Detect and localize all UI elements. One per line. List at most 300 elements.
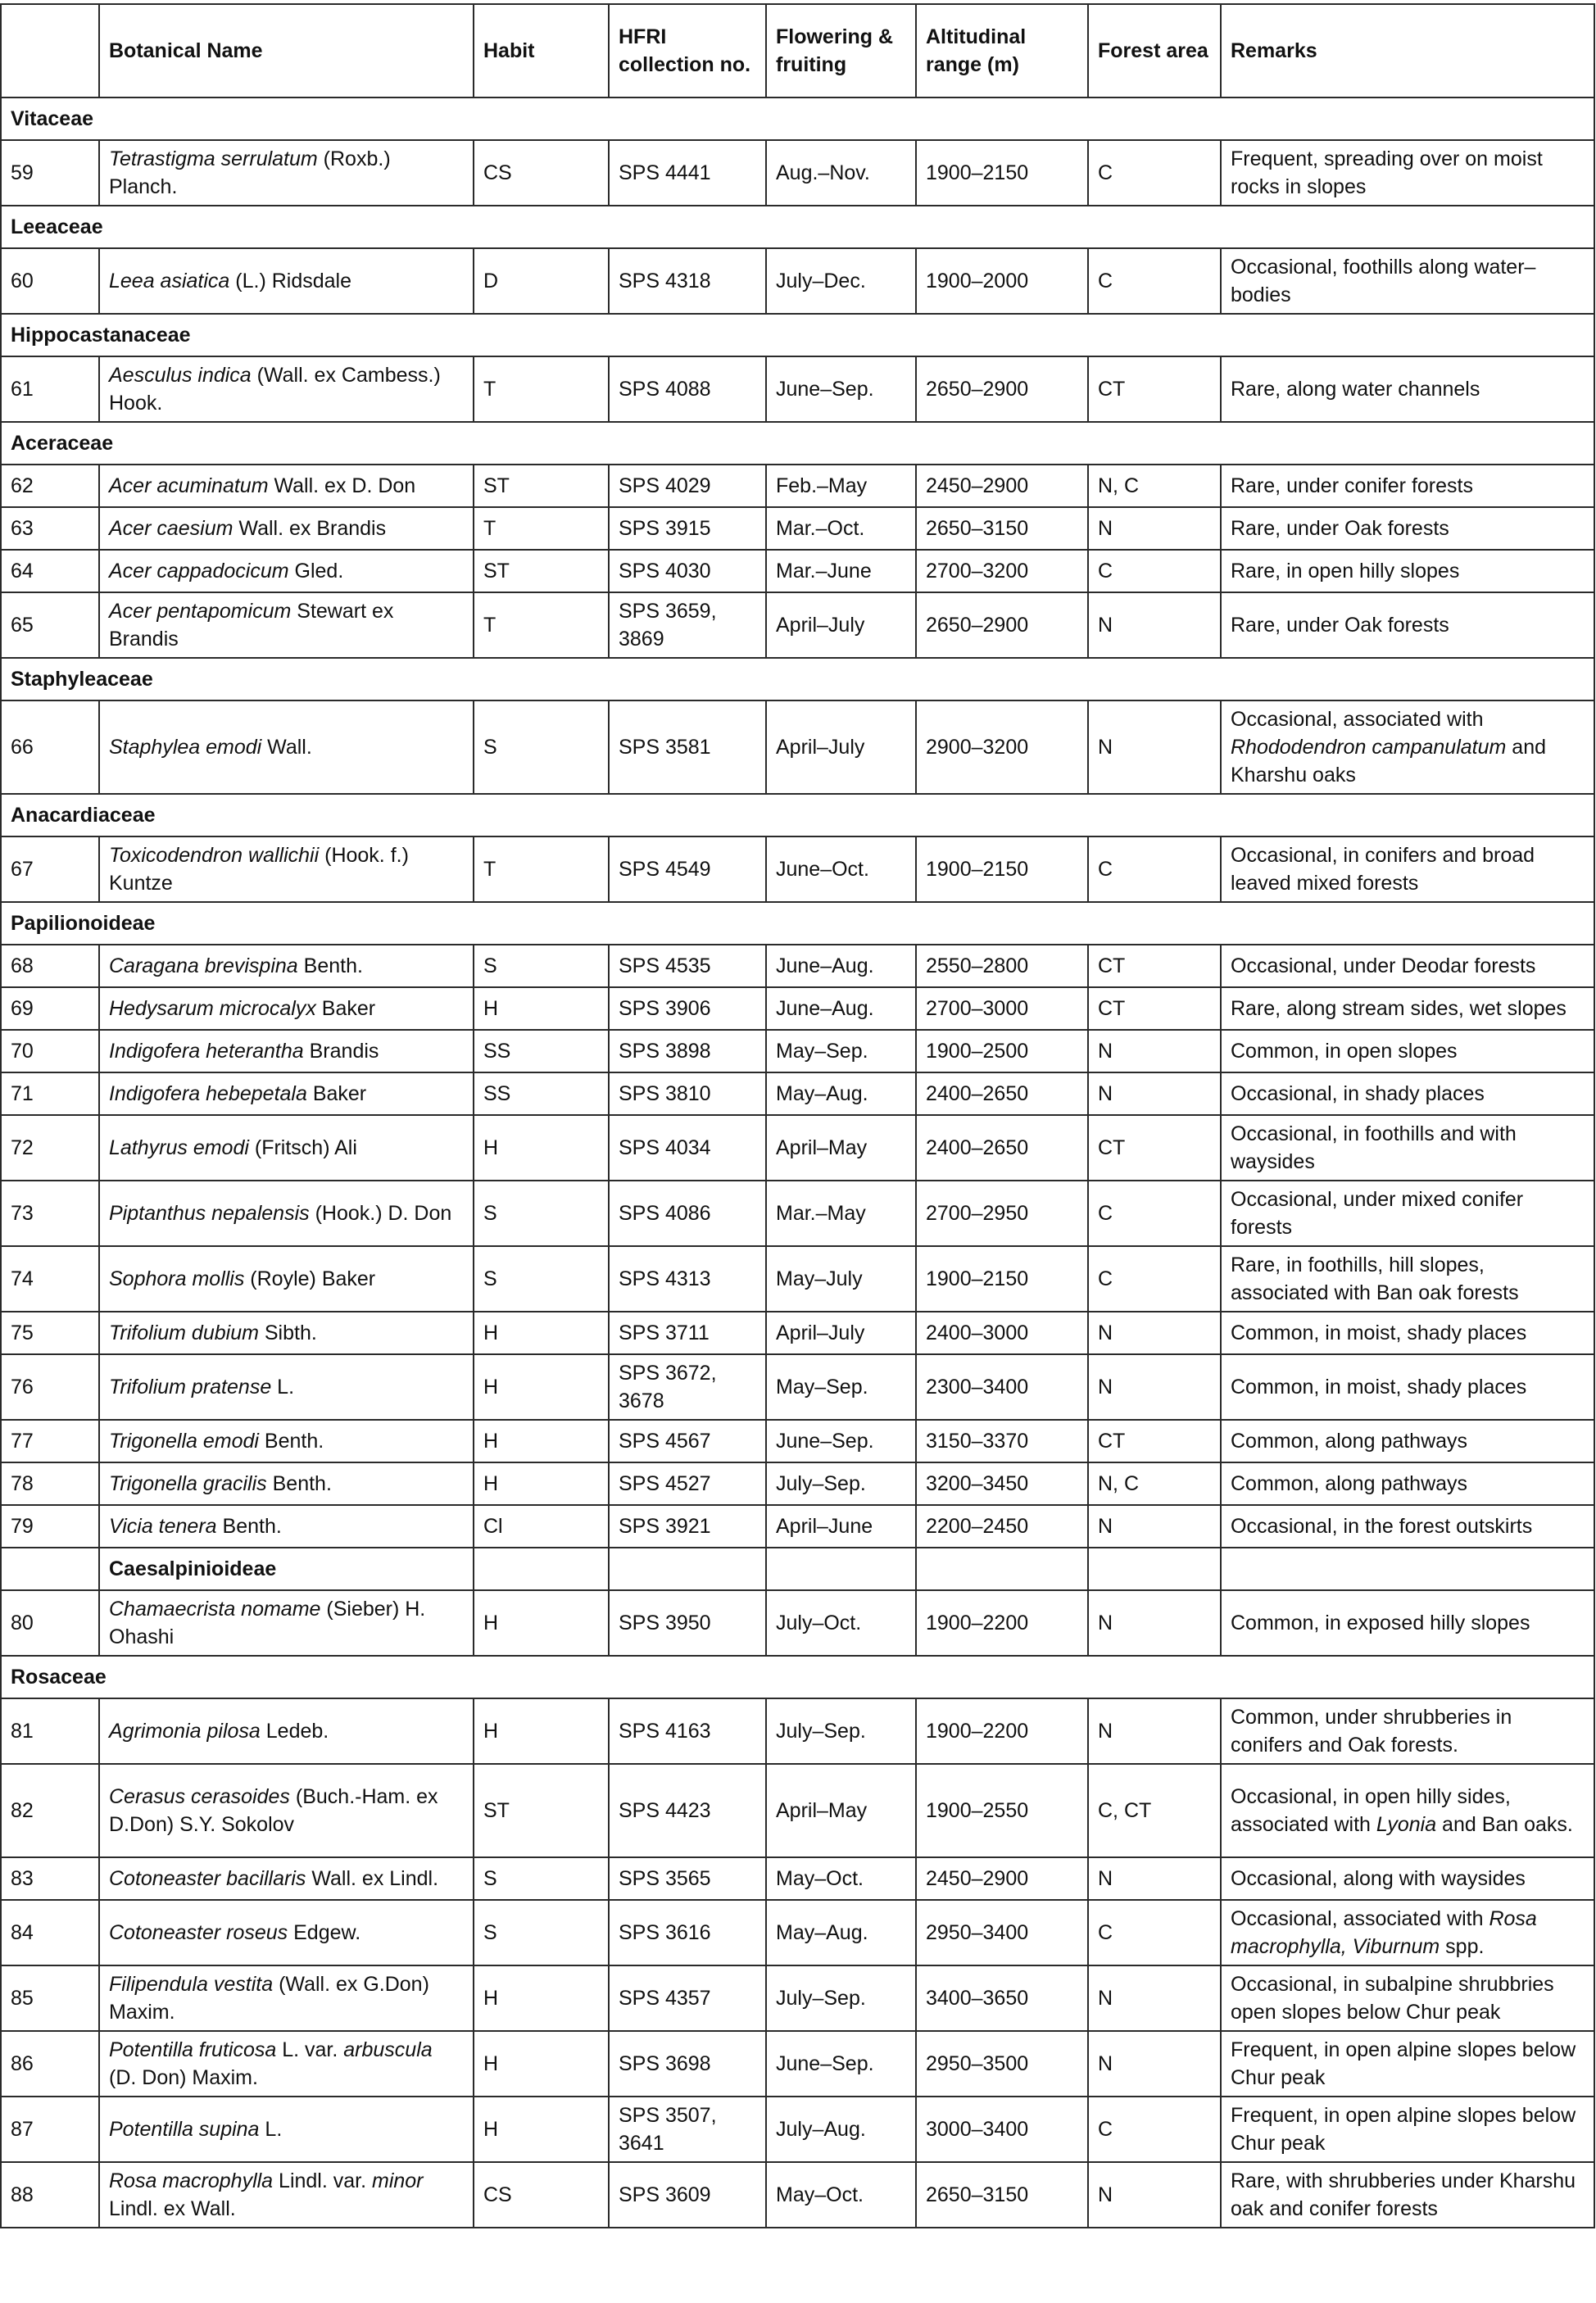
species-row — [1, 1420, 1594, 1462]
cell-botanical-name — [99, 356, 474, 422]
cell-remarks — [1221, 2162, 1594, 2228]
cell-hfri-collection: SPS 3906 — [609, 987, 766, 1030]
cell-altitudinal-range: 2650–2900 — [916, 592, 1088, 658]
species-row — [1, 248, 1594, 314]
plain-text: Rare, under Oak forests — [1231, 614, 1449, 637]
family-row — [1, 314, 1594, 356]
table-body — [1, 97, 1594, 2228]
cell-hfri-collection: SPS 4549 — [609, 836, 766, 902]
cell-habit: H — [474, 1590, 609, 1656]
cell-hfri-collection: SPS 4357 — [609, 1965, 766, 2031]
plain-text: Baker — [315, 997, 376, 1020]
italic-text: Acer acuminatum — [109, 474, 269, 497]
cell-habit: T — [474, 592, 609, 658]
plain-text: Ledeb. — [260, 1720, 329, 1743]
cell-remarks — [1221, 2031, 1594, 2097]
cell-habit: H — [474, 1354, 609, 1420]
family-row — [1, 97, 1594, 140]
italic-text: Rosa macrophylla, Viburnum — [1231, 1907, 1537, 1958]
cell-hfri-collection: SPS 4527 — [609, 1462, 766, 1505]
cell-altitudinal-range: 1900–2000 — [916, 248, 1088, 314]
header-row — [1, 4, 1594, 97]
cell-flowering-fruiting: June–Aug. — [766, 945, 916, 987]
cell-habit: SS — [474, 1072, 609, 1115]
italic-text: arbuscula — [343, 2038, 433, 2061]
cell-botanical-name — [99, 836, 474, 902]
cell-hfri-collection: SPS 3711 — [609, 1312, 766, 1354]
family-row — [1, 1656, 1594, 1698]
italic-text: Vicia tenera — [109, 1515, 217, 1538]
cell-number: 80 — [1, 1590, 99, 1656]
plain-text: Benth. — [266, 1472, 332, 1495]
italic-text: Filipendula vestita — [109, 1973, 274, 1996]
cell-number: 74 — [1, 1246, 99, 1312]
cell-flowering-fruiting: June–Oct. — [766, 836, 916, 902]
species-row — [1, 987, 1594, 1030]
empty-cell — [1221, 1548, 1594, 1590]
cell-number: 70 — [1, 1030, 99, 1072]
cell-altitudinal-range: 2950–3500 — [916, 2031, 1088, 2097]
cell-remarks — [1221, 356, 1594, 422]
cell-habit: Cl — [474, 1505, 609, 1548]
cell-hfri-collection: SPS 3915 — [609, 507, 766, 550]
cell-hfri-collection: SPS 3950 — [609, 1590, 766, 1656]
cell-number: 84 — [1, 1900, 99, 1965]
cell-habit: S — [474, 945, 609, 987]
cell-hfri-collection: SPS 3898 — [609, 1030, 766, 1072]
plain-text: Occasional, along with waysides — [1231, 1867, 1526, 1890]
cell-forest-area: C — [1088, 1246, 1221, 1312]
italic-text: Agrimonia pilosa — [109, 1720, 261, 1743]
italic-text: Hedysarum microcalyx — [109, 997, 316, 1020]
cell-remarks — [1221, 1420, 1594, 1462]
cell-remarks — [1221, 1030, 1594, 1072]
cell-botanical-name — [99, 1181, 474, 1246]
cell-number: 75 — [1, 1312, 99, 1354]
cell-remarks — [1221, 1505, 1594, 1548]
species-row — [1, 1764, 1594, 1857]
cell-botanical-name — [99, 507, 474, 550]
cell-forest-area: N — [1088, 700, 1221, 794]
plain-text: Occasional, associated with — [1231, 1907, 1489, 1930]
plain-text: Rare, in open hilly slopes — [1231, 560, 1460, 583]
cell-hfri-collection: SPS 3659, 3869 — [609, 592, 766, 658]
cell-habit: H — [474, 2031, 609, 2097]
plain-text: L. var. — [276, 2038, 344, 2061]
cell-remarks — [1221, 1764, 1594, 1857]
species-row — [1, 945, 1594, 987]
family-row — [1, 902, 1594, 945]
family-name: Hippocastanaceae — [1, 314, 1594, 356]
family-row — [1, 206, 1594, 248]
cell-botanical-name — [99, 1115, 474, 1181]
cell-remarks — [1221, 700, 1594, 794]
cell-altitudinal-range: 3200–3450 — [916, 1462, 1088, 1505]
cell-forest-area: N — [1088, 1354, 1221, 1420]
cell-forest-area: N — [1088, 1590, 1221, 1656]
cell-altitudinal-range: 1900–2200 — [916, 1590, 1088, 1656]
species-row — [1, 140, 1594, 206]
cell-number: 88 — [1, 2162, 99, 2228]
cell-botanical-name — [99, 945, 474, 987]
plain-text: Occasional, associated with — [1231, 708, 1484, 731]
species-row — [1, 1965, 1594, 2031]
cell-forest-area: N — [1088, 1857, 1221, 1900]
cell-flowering-fruiting: July–Sep. — [766, 1698, 916, 1764]
cell-flowering-fruiting: April–June — [766, 1505, 916, 1548]
cell-forest-area: C — [1088, 140, 1221, 206]
italic-text: Trifolium dubium — [109, 1322, 259, 1344]
cell-remarks — [1221, 1246, 1594, 1312]
cell-remarks — [1221, 465, 1594, 507]
cell-altitudinal-range: 2700–3000 — [916, 987, 1088, 1030]
cell-altitudinal-range: 1900–2500 — [916, 1030, 1088, 1072]
cell-hfri-collection: SPS 3565 — [609, 1857, 766, 1900]
cell-number: 87 — [1, 2097, 99, 2162]
italic-text: minor — [372, 2169, 424, 2192]
cell-flowering-fruiting: July–Sep. — [766, 1965, 916, 2031]
italic-text: Indigofera hebepetala — [109, 1082, 307, 1105]
empty-cell — [766, 1548, 916, 1590]
plain-text: Occasional, in the forest outskirts — [1231, 1515, 1533, 1538]
cell-botanical-name — [99, 1698, 474, 1764]
plain-text: Rare, along water channels — [1231, 378, 1480, 401]
header-habit: Habit — [474, 4, 609, 97]
cell-forest-area: N — [1088, 1698, 1221, 1764]
italic-text: Staphylea emodi — [109, 736, 262, 759]
species-row — [1, 465, 1594, 507]
cell-number: 63 — [1, 507, 99, 550]
plain-text: Rare, in foothills, hill slopes, associated with Ban oak forests — [1231, 1254, 1519, 1304]
cell-hfri-collection: SPS 4567 — [609, 1420, 766, 1462]
subfamily-name: Caesalpinioideae — [99, 1548, 474, 1590]
species-row — [1, 1857, 1594, 1900]
plain-text: Occasional, under Deodar forests — [1231, 954, 1536, 977]
plain-text: Common, under shrubberies in conifers and Oak forests. — [1231, 1706, 1512, 1757]
plain-text: Occasional, in open hilly sides, associated with — [1231, 1785, 1511, 1836]
plain-text: and Kharshu oaks — [1231, 736, 1547, 787]
cell-habit: H — [474, 2097, 609, 2162]
cell-number: 68 — [1, 945, 99, 987]
cell-number: 71 — [1, 1072, 99, 1115]
empty-cell — [474, 1548, 609, 1590]
species-row — [1, 1115, 1594, 1181]
cell-botanical-name — [99, 1246, 474, 1312]
cell-flowering-fruiting: May–Sep. — [766, 1030, 916, 1072]
italic-text: Potentilla supina — [109, 2118, 260, 2141]
plain-text: Common, along pathways — [1231, 1472, 1468, 1495]
empty-cell — [1, 1548, 99, 1590]
cell-forest-area: C — [1088, 550, 1221, 592]
plain-text: Brandis — [303, 1040, 379, 1063]
species-row — [1, 1698, 1594, 1764]
plain-text: Rare, under conifer forests — [1231, 474, 1473, 497]
cell-remarks — [1221, 1590, 1594, 1656]
cell-forest-area: N, C — [1088, 1462, 1221, 1505]
italic-text: Chamaecrista nomame — [109, 1598, 321, 1621]
header-flowering-fruiting: Flowering & fruiting — [766, 4, 916, 97]
cell-hfri-collection: SPS 4034 — [609, 1115, 766, 1181]
species-row — [1, 1030, 1594, 1072]
cell-habit: H — [474, 987, 609, 1030]
cell-habit: ST — [474, 1764, 609, 1857]
species-row — [1, 1072, 1594, 1115]
plain-text: Benth. — [258, 1430, 324, 1453]
cell-forest-area: N, C — [1088, 465, 1221, 507]
cell-remarks — [1221, 1072, 1594, 1115]
cell-remarks — [1221, 2097, 1594, 2162]
cell-habit: D — [474, 248, 609, 314]
cell-remarks — [1221, 507, 1594, 550]
plain-text: (Buch.-Ham. ex D.Don) S.Y. Sokolov — [109, 1785, 438, 1836]
species-row — [1, 1354, 1594, 1420]
cell-flowering-fruiting: April–July — [766, 592, 916, 658]
cell-habit: H — [474, 1420, 609, 1462]
italic-text: Potentilla fruticosa — [109, 2038, 277, 2061]
cell-habit: T — [474, 836, 609, 902]
cell-botanical-name — [99, 592, 474, 658]
plain-text: (Wall. ex Cambess.) Hook. — [109, 364, 441, 415]
cell-remarks — [1221, 836, 1594, 902]
cell-altitudinal-range: 3150–3370 — [916, 1420, 1088, 1462]
cell-flowering-fruiting: Mar.–May — [766, 1181, 916, 1246]
cell-botanical-name — [99, 1312, 474, 1354]
cell-remarks — [1221, 1965, 1594, 2031]
cell-number: 78 — [1, 1462, 99, 1505]
cell-altitudinal-range: 2400–2650 — [916, 1115, 1088, 1181]
cell-hfri-collection: SPS 4030 — [609, 550, 766, 592]
cell-altitudinal-range: 1900–2150 — [916, 836, 1088, 902]
cell-hfri-collection: SPS 3616 — [609, 1900, 766, 1965]
cell-forest-area: CT — [1088, 356, 1221, 422]
cell-altitudinal-range: 1900–2200 — [916, 1698, 1088, 1764]
plain-text: Occasional, in conifers and broad leaved mixed forests — [1231, 844, 1535, 895]
family-name: Vitaceae — [1, 97, 1594, 140]
cell-number: 64 — [1, 550, 99, 592]
cell-remarks — [1221, 1115, 1594, 1181]
italic-text: Sophora mollis — [109, 1267, 245, 1290]
cell-number: 60 — [1, 248, 99, 314]
cell-hfri-collection: SPS 3810 — [609, 1072, 766, 1115]
header-forest-area: Forest area — [1088, 4, 1221, 97]
species-row — [1, 2162, 1594, 2228]
species-row — [1, 2097, 1594, 2162]
cell-flowering-fruiting: May–Oct. — [766, 1857, 916, 1900]
cell-forest-area: N — [1088, 1312, 1221, 1354]
cell-forest-area: N — [1088, 2162, 1221, 2228]
cell-habit: S — [474, 1181, 609, 1246]
italic-text: Aesculus indica — [109, 364, 252, 387]
italic-text: Cotoneaster bacillaris — [109, 1867, 306, 1890]
plain-text: Frequent, in open alpine slopes below Chur peak — [1231, 2104, 1576, 2155]
cell-flowering-fruiting: May–July — [766, 1246, 916, 1312]
cell-hfri-collection: SPS 4441 — [609, 140, 766, 206]
cell-number: 72 — [1, 1115, 99, 1181]
cell-flowering-fruiting: May–Oct. — [766, 2162, 916, 2228]
cell-habit: H — [474, 1698, 609, 1764]
cell-remarks — [1221, 1698, 1594, 1764]
cell-altitudinal-range: 1900–2150 — [916, 1246, 1088, 1312]
italic-text: Cotoneaster roseus — [109, 1921, 288, 1944]
plain-text: Occasional, in subalpine shrubbries open slopes below Chur peak — [1231, 1973, 1554, 2024]
plain-text: Lindl. var. — [273, 2169, 372, 2192]
family-name: Rosaceae — [1, 1656, 1594, 1698]
cell-altitudinal-range: 2450–2900 — [916, 1857, 1088, 1900]
empty-cell — [1088, 1548, 1221, 1590]
cell-habit: H — [474, 1462, 609, 1505]
species-row — [1, 550, 1594, 592]
cell-hfri-collection: SPS 4029 — [609, 465, 766, 507]
italic-text: Rhododendron campanulatum — [1231, 736, 1507, 759]
cell-habit: CS — [474, 140, 609, 206]
cell-forest-area: N — [1088, 592, 1221, 658]
species-row — [1, 1590, 1594, 1656]
cell-remarks — [1221, 140, 1594, 206]
cell-flowering-fruiting: Feb.–May — [766, 465, 916, 507]
header-hfri-collection: HFRI collection no. — [609, 4, 766, 97]
cell-forest-area: N — [1088, 1965, 1221, 2031]
species-row — [1, 356, 1594, 422]
cell-forest-area: N — [1088, 2031, 1221, 2097]
cell-forest-area: N — [1088, 507, 1221, 550]
cell-flowering-fruiting: July–Aug. — [766, 2097, 916, 2162]
species-table-container — [0, 3, 1595, 2228]
cell-number: 77 — [1, 1420, 99, 1462]
cell-altitudinal-range: 2400–3000 — [916, 1312, 1088, 1354]
cell-altitudinal-range: 2950–3400 — [916, 1900, 1088, 1965]
cell-botanical-name — [99, 550, 474, 592]
cell-flowering-fruiting: Aug.–Nov. — [766, 140, 916, 206]
cell-hfri-collection: SPS 4088 — [609, 356, 766, 422]
cell-hfri-collection: SPS 4086 — [609, 1181, 766, 1246]
empty-cell — [609, 1548, 766, 1590]
family-name: Leeaceae — [1, 206, 1594, 248]
cell-flowering-fruiting: May–Aug. — [766, 1072, 916, 1115]
cell-botanical-name — [99, 1764, 474, 1857]
cell-number: 85 — [1, 1965, 99, 2031]
italic-text: Acer caesium — [109, 517, 234, 540]
cell-habit: S — [474, 700, 609, 794]
cell-altitudinal-range: 3400–3650 — [916, 1965, 1088, 2031]
cell-flowering-fruiting: May–Aug. — [766, 1900, 916, 1965]
species-row — [1, 1312, 1594, 1354]
cell-botanical-name — [99, 248, 474, 314]
cell-forest-area: CT — [1088, 1420, 1221, 1462]
plain-text: Sibth. — [258, 1322, 317, 1344]
cell-hfri-collection: SPS 4423 — [609, 1764, 766, 1857]
cell-forest-area: C — [1088, 1900, 1221, 1965]
cell-flowering-fruiting: June–Sep. — [766, 356, 916, 422]
plain-text: Occasional, in foothills and with waysides — [1231, 1122, 1517, 1173]
plain-text: Common, in open slopes — [1231, 1040, 1458, 1063]
family-name: Anacardiaceae — [1, 794, 1594, 836]
species-row — [1, 1246, 1594, 1312]
plain-text: Wall. — [261, 736, 312, 759]
plain-text: Rare, along stream sides, wet slopes — [1231, 997, 1567, 1020]
cell-number: 65 — [1, 592, 99, 658]
cell-botanical-name — [99, 1590, 474, 1656]
italic-text: Cerasus cerasoides — [109, 1785, 290, 1808]
plain-text: Benth. — [297, 954, 363, 977]
cell-remarks — [1221, 1312, 1594, 1354]
plain-text: (D. Don) Maxim. — [109, 2066, 258, 2089]
cell-flowering-fruiting: Mar.–June — [766, 550, 916, 592]
family-row — [1, 794, 1594, 836]
plain-text: Occasional, foothills along water–bodies — [1231, 256, 1536, 306]
plain-text: Common, in exposed hilly slopes — [1231, 1612, 1530, 1634]
plain-text: Common, along pathways — [1231, 1430, 1468, 1453]
cell-altitudinal-range: 2650–2900 — [916, 356, 1088, 422]
species-row — [1, 1505, 1594, 1548]
cell-remarks — [1221, 945, 1594, 987]
plain-text: and Ban oaks. — [1436, 1813, 1573, 1836]
cell-botanical-name — [99, 2031, 474, 2097]
cell-flowering-fruiting: April–July — [766, 1312, 916, 1354]
cell-hfri-collection: SPS 3921 — [609, 1505, 766, 1548]
cell-botanical-name — [99, 700, 474, 794]
cell-number: 73 — [1, 1181, 99, 1246]
italic-text: Trigonella emodi — [109, 1430, 259, 1453]
cell-flowering-fruiting: July–Dec. — [766, 248, 916, 314]
cell-hfri-collection: SPS 3609 — [609, 2162, 766, 2228]
cell-habit: SS — [474, 1030, 609, 1072]
cell-botanical-name — [99, 2097, 474, 2162]
plain-text: (Sieber) H. Ohashi — [109, 1598, 426, 1648]
species-row — [1, 700, 1594, 794]
cell-remarks — [1221, 1900, 1594, 1965]
cell-botanical-name — [99, 987, 474, 1030]
cell-number: 76 — [1, 1354, 99, 1420]
cell-flowering-fruiting: July–Sep. — [766, 1462, 916, 1505]
cell-hfri-collection: SPS 3507, 3641 — [609, 2097, 766, 2162]
plain-text: Frequent, spreading over on moist rocks in slopes — [1231, 147, 1543, 198]
cell-remarks — [1221, 1857, 1594, 1900]
header-botanical-name: Botanical Name — [99, 4, 474, 97]
header-remarks: Remarks — [1221, 4, 1594, 97]
italic-text: Rosa macrophylla — [109, 2169, 274, 2192]
cell-botanical-name — [99, 1072, 474, 1115]
cell-number: 66 — [1, 700, 99, 794]
plain-text: (Fritsch) Ali — [248, 1136, 357, 1159]
cell-forest-area: CT — [1088, 987, 1221, 1030]
species-row — [1, 836, 1594, 902]
cell-flowering-fruiting: Mar.–Oct. — [766, 507, 916, 550]
cell-botanical-name — [99, 1857, 474, 1900]
cell-number: 81 — [1, 1698, 99, 1764]
cell-altitudinal-range: 1900–2150 — [916, 140, 1088, 206]
cell-botanical-name — [99, 1354, 474, 1420]
cell-forest-area: C — [1088, 1181, 1221, 1246]
cell-botanical-name — [99, 465, 474, 507]
cell-remarks — [1221, 1354, 1594, 1420]
cell-hfri-collection: SPS 3672, 3678 — [609, 1354, 766, 1420]
italic-text: Acer cappadocicum — [109, 560, 289, 583]
cell-flowering-fruiting: June–Sep. — [766, 1420, 916, 1462]
italic-text: Trigonella gracilis — [109, 1472, 267, 1495]
plain-text: L. — [259, 2118, 283, 2141]
cell-habit: H — [474, 1115, 609, 1181]
plain-text: Stewart ex Brandis — [109, 600, 394, 651]
cell-botanical-name — [99, 140, 474, 206]
cell-botanical-name — [99, 1420, 474, 1462]
cell-altitudinal-range: 2700–3200 — [916, 550, 1088, 592]
cell-number: 62 — [1, 465, 99, 507]
species-row — [1, 1181, 1594, 1246]
cell-altitudinal-range: 2300–3400 — [916, 1354, 1088, 1420]
cell-number: 59 — [1, 140, 99, 206]
family-name: Staphyleaceae — [1, 658, 1594, 700]
cell-botanical-name — [99, 1505, 474, 1548]
